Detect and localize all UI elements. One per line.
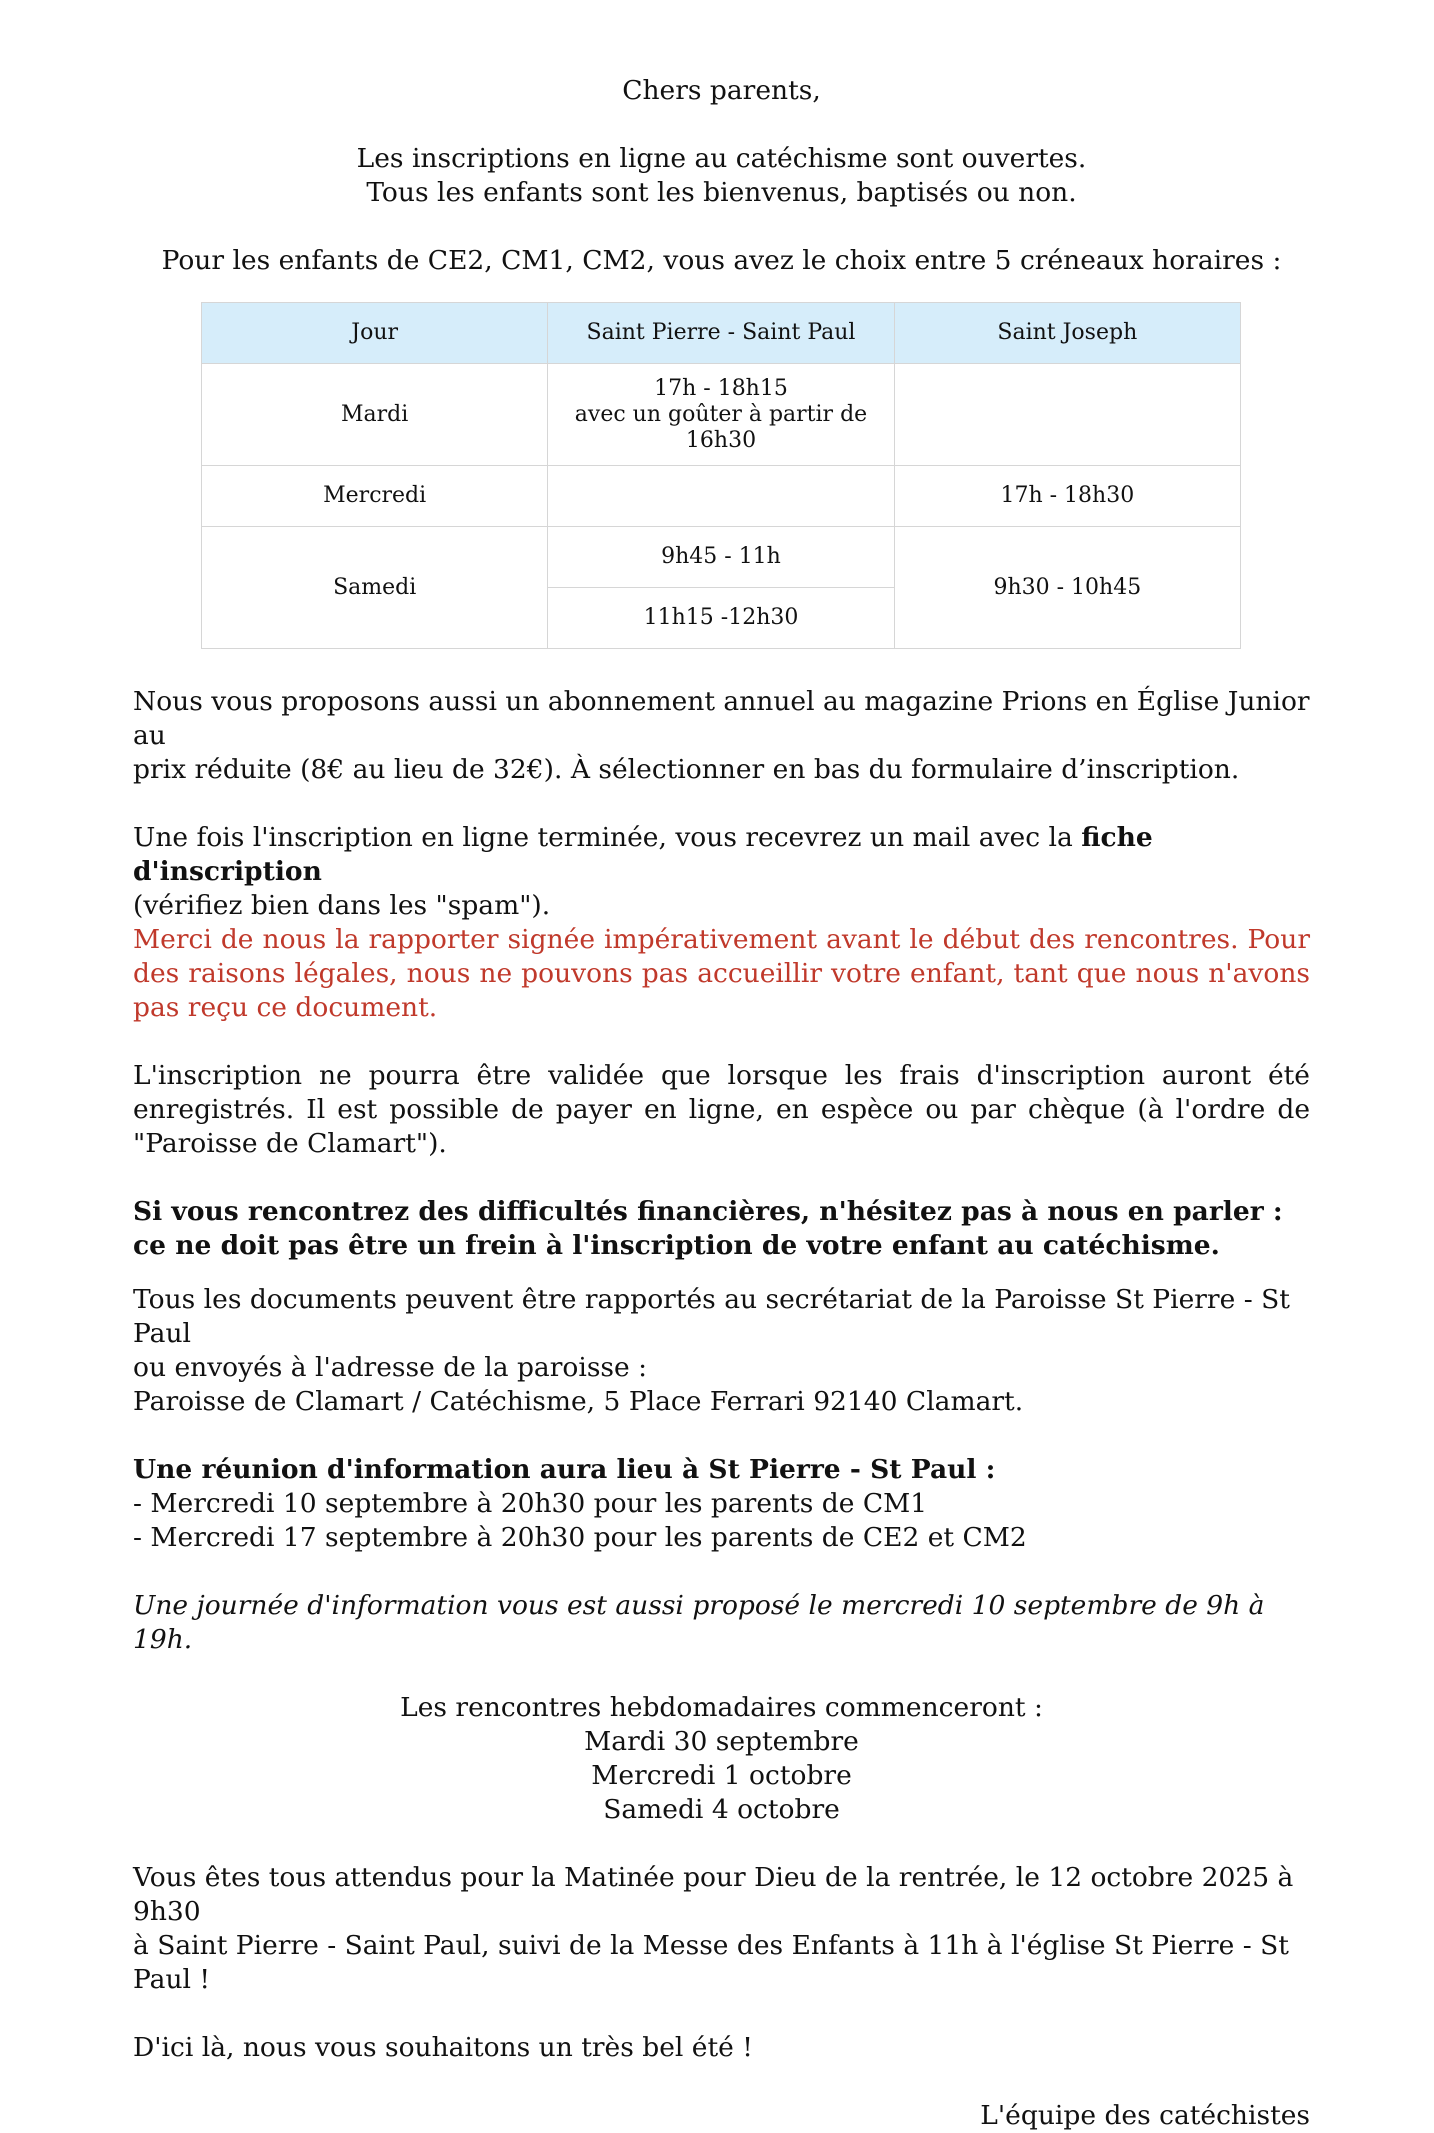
slot-note: avec un goûter à partir de	[574, 401, 868, 427]
mail-paragraph	[133, 821, 1310, 1025]
matinee-line: à Saint Pierre - Saint Paul, suivi de la Messe des Enfants à 11h à l'église St Pierre - St Paul !	[133, 1930, 1289, 1995]
mail-text: Une fois l'inscription en ligne terminée, vous recevrez un mail avec la	[133, 822, 1082, 853]
intro-paragraph	[133, 142, 1310, 210]
slot-note: 16h30	[685, 427, 757, 453]
mail-note: (vérifiez bien dans les "spam").	[133, 890, 551, 921]
slot-cell-sj: 17h - 18h30	[894, 466, 1240, 527]
header-jour: Jour	[202, 303, 548, 364]
closing-line: D'ici là, nous vous souhaitons un très bel été !	[133, 2032, 753, 2063]
documents-line: Tous les documents peuvent être rapportés au secrétariat de la Paroisse St Pierre - St Paul	[133, 1284, 1290, 1349]
day-cell: Samedi	[202, 527, 548, 649]
financial-line: Si vous rencontrez des difficultés financières, n'hésitez pas à nous en parler :	[133, 1196, 1283, 1227]
start-date: Mardi 30 septembre	[584, 1726, 859, 1757]
schedule-row-mardi	[202, 364, 1241, 466]
documents-line: ou envoyés à l'adresse de la paroisse :	[133, 1352, 648, 1383]
meeting-title: Une réunion d'information aura lieu à St Pierre - St Paul :	[133, 1454, 996, 1485]
slot-cell-sj	[894, 364, 1240, 466]
intro-line: Les inscriptions en ligne au catéchisme sont ouvertes.	[356, 143, 1087, 174]
slot-cell-sj: 9h30 - 10h45	[894, 527, 1240, 649]
financial-paragraph	[133, 1195, 1310, 1263]
signature: L'équipe des catéchistes	[980, 2100, 1310, 2131]
documents-paragraph	[133, 1283, 1310, 1419]
intro-line: Tous les enfants sont les bienvenus, baptisés ou non.	[366, 177, 1077, 208]
schedule-row-samedi	[202, 527, 1241, 588]
start-date: Samedi 4 octobre	[603, 1794, 840, 1825]
slot-cell-spsp	[548, 364, 894, 466]
header-saint-joseph: Saint Joseph	[894, 303, 1240, 364]
start-intro: Les rencontres hebdomadaires commenceront :	[400, 1692, 1043, 1723]
form-name: fiche d'inscription	[133, 822, 1153, 887]
matinee-line: Vous êtes tous attendus pour la Matinée pour Dieu de la rentrée, le 12 octobre 2025 à 9h30	[133, 1862, 1294, 1927]
warning-text: Merci de nous la rapporter signée impérativement avant le début des rencontres. Pour des raisons légales, nous ne pouvons pas accueillir votre enfant, tant que nous n'avons pas reçu ce document.	[133, 924, 1310, 1023]
meeting-item: - Mercredi 17 septembre à 20h30 pour les parents de CE2 et CM2	[133, 1522, 1027, 1553]
magazine-line: prix réduite (8€ au lieu de 32€). À sélectionner en bas du formulaire d’inscription.	[133, 754, 1240, 785]
header-saint-pierre-saint-paul: Saint Pierre - Saint Paul	[548, 303, 894, 364]
magazine-line: Nous vous proposons aussi un abonnement annuel au magazine Prions en Église Junior au	[133, 686, 1310, 751]
start-date: Mercredi 1 octobre	[591, 1760, 852, 1791]
schedule-table	[201, 302, 1241, 649]
schedule-header-row	[202, 303, 1241, 364]
payment-paragraph: L'inscription ne pourra être validée que lorsque les frais d'inscription auront été enregistrés. Il est possible de payer en ligne, en espèce ou par chèque (à l'ordre de "Paroisse de Clamart").	[133, 1060, 1310, 1159]
slot-cell-spsp	[548, 466, 894, 527]
slot-time: 17h - 18h15	[654, 375, 788, 401]
meeting-section	[133, 1453, 1310, 1555]
choice-line: Pour les enfants de CE2, CM1, CM2, vous avez le choix entre 5 créneaux horaires :	[161, 245, 1282, 276]
matinee-paragraph	[133, 1861, 1310, 1997]
start-section	[133, 1691, 1310, 1827]
info-day: Une journée d'information vous est aussi proposé le mercredi 10 septembre de 9h à 19h.	[133, 1590, 1265, 1655]
day-cell: Mardi	[202, 364, 548, 466]
financial-line: ce ne doit pas être un frein à l'inscription de votre enfant au catéchisme.	[133, 1230, 1220, 1261]
greeting: Chers parents,	[622, 75, 821, 106]
magazine-paragraph	[133, 685, 1310, 787]
schedule-row-mercredi	[202, 466, 1241, 527]
meeting-item: - Mercredi 10 septembre à 20h30 pour les parents de CM1	[133, 1488, 928, 1519]
documents-address: Paroisse de Clamart / Catéchisme, 5 Place Ferrari 92140 Clamart.	[133, 1386, 1024, 1417]
day-cell: Mercredi	[202, 466, 548, 527]
mail-line	[133, 821, 1310, 889]
slot-cell-spsp: 9h45 - 11h	[548, 527, 894, 588]
slot-cell-spsp: 11h15 -12h30	[548, 588, 894, 649]
